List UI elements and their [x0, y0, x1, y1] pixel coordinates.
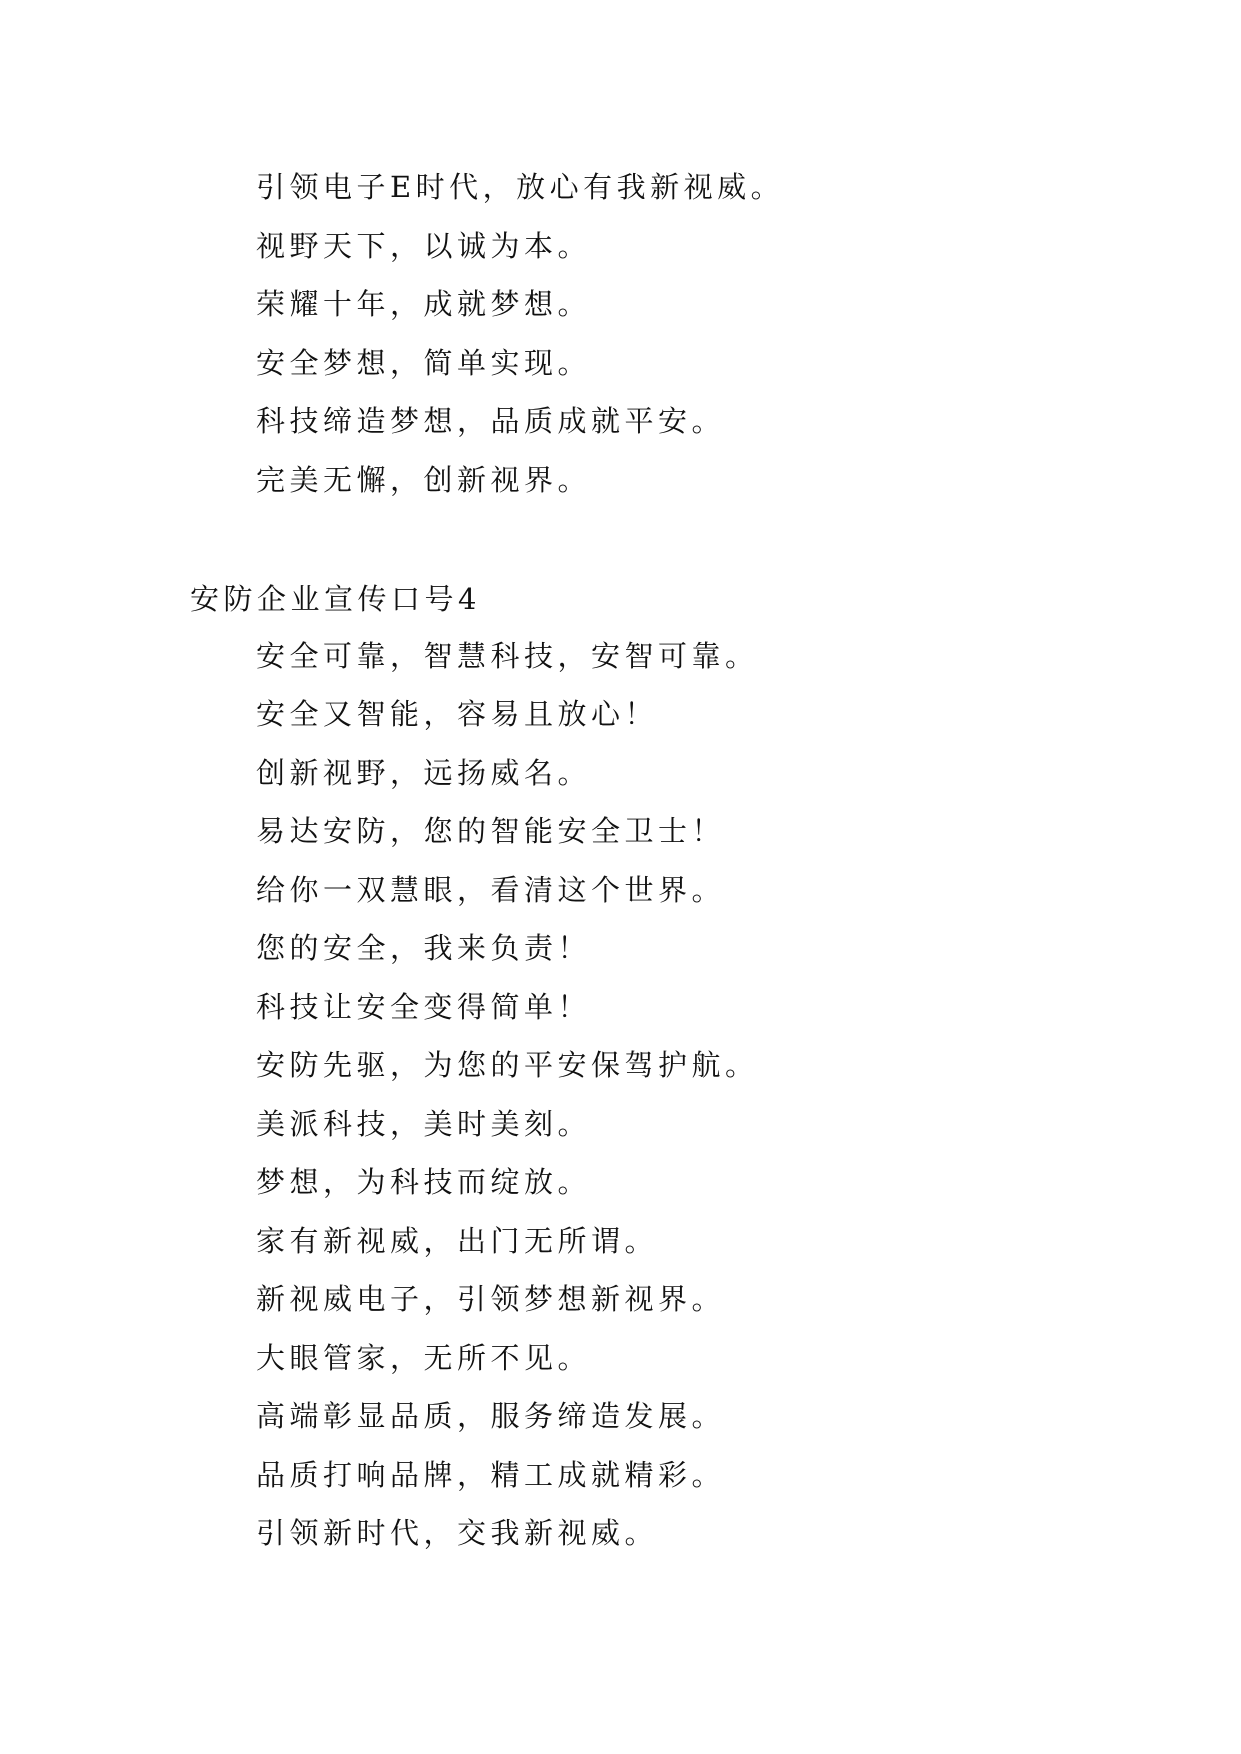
slogan-text: 安防先驱，为您的平安保驾护航。: [256, 1048, 759, 1082]
slogan-line: [0, 453, 1241, 512]
slogan-section-4: [0, 570, 1241, 1565]
slogan-text: 完美无懈，创新视界。: [256, 462, 592, 497]
slogan-line: [0, 160, 1241, 219]
slogan-line: [0, 1155, 1241, 1214]
slogan-line: [0, 980, 1241, 1039]
slogan-text: 引领电子E时代，放心有我新视威。: [256, 170, 785, 204]
slogan-line: [0, 629, 1241, 688]
slogan-line: [0, 804, 1241, 863]
slogan-line: [0, 1389, 1241, 1448]
slogan-list-continued: [0, 160, 1241, 511]
slogan-line: [0, 1272, 1241, 1331]
slogan-line: [0, 1214, 1241, 1273]
slogan-line: [0, 1038, 1241, 1097]
slogan-line: [0, 336, 1241, 395]
slogan-text: 科技缔造梦想，品质成就平安。: [256, 404, 726, 438]
slogan-line: [0, 277, 1241, 336]
slogan-line: [0, 1448, 1241, 1507]
slogan-line: [0, 219, 1241, 278]
slogan-text: 高端彰显品质，服务缔造发展。: [256, 1399, 726, 1433]
slogan-text: 科技让安全变得简单！: [256, 989, 592, 1024]
slogan-text: 给你一双慧眼，看清这个世界。: [256, 872, 726, 907]
slogan-text: 您的安全，我来负责！: [256, 931, 592, 965]
slogan-text: 安全梦想，简单实现。: [256, 345, 592, 380]
slogan-text: 易达安防，您的智能安全卫士！: [256, 814, 726, 848]
slogan-text: 美派科技，美时美刻。: [256, 1106, 592, 1141]
slogan-text: 梦想，为科技而绽放。: [256, 1165, 592, 1199]
slogan-line: [0, 687, 1241, 746]
slogan-line: [0, 1097, 1241, 1156]
section-heading: 安防企业宣传口号4: [190, 582, 481, 616]
slogan-text: 品质打响品牌，精工成就精彩。: [256, 1457, 726, 1492]
slogan-text: 安全可靠，智慧科技，安智可靠。: [256, 638, 759, 673]
slogan-text: 荣耀十年，成就梦想。: [256, 287, 592, 321]
slogan-text: 家有新视威，出门无所谓。: [256, 1223, 659, 1258]
slogan-line: [0, 921, 1241, 980]
slogan-line: [0, 1506, 1241, 1565]
slogan-text: 视野天下，以诚为本。: [256, 228, 592, 263]
slogan-line: [0, 1331, 1241, 1390]
slogan-line: [0, 394, 1241, 453]
slogan-text: 创新视野，远扬威名。: [256, 755, 592, 790]
slogan-text: 引领新时代，交我新视威。: [256, 1516, 659, 1550]
slogan-text: 新视威电子，引领梦想新视界。: [256, 1282, 726, 1316]
slogan-line: [0, 863, 1241, 922]
slogan-text: 安全又智能，容易且放心！: [256, 697, 659, 731]
slogan-text: 大眼管家，无所不见。: [256, 1340, 592, 1375]
slogan-line: [0, 746, 1241, 805]
